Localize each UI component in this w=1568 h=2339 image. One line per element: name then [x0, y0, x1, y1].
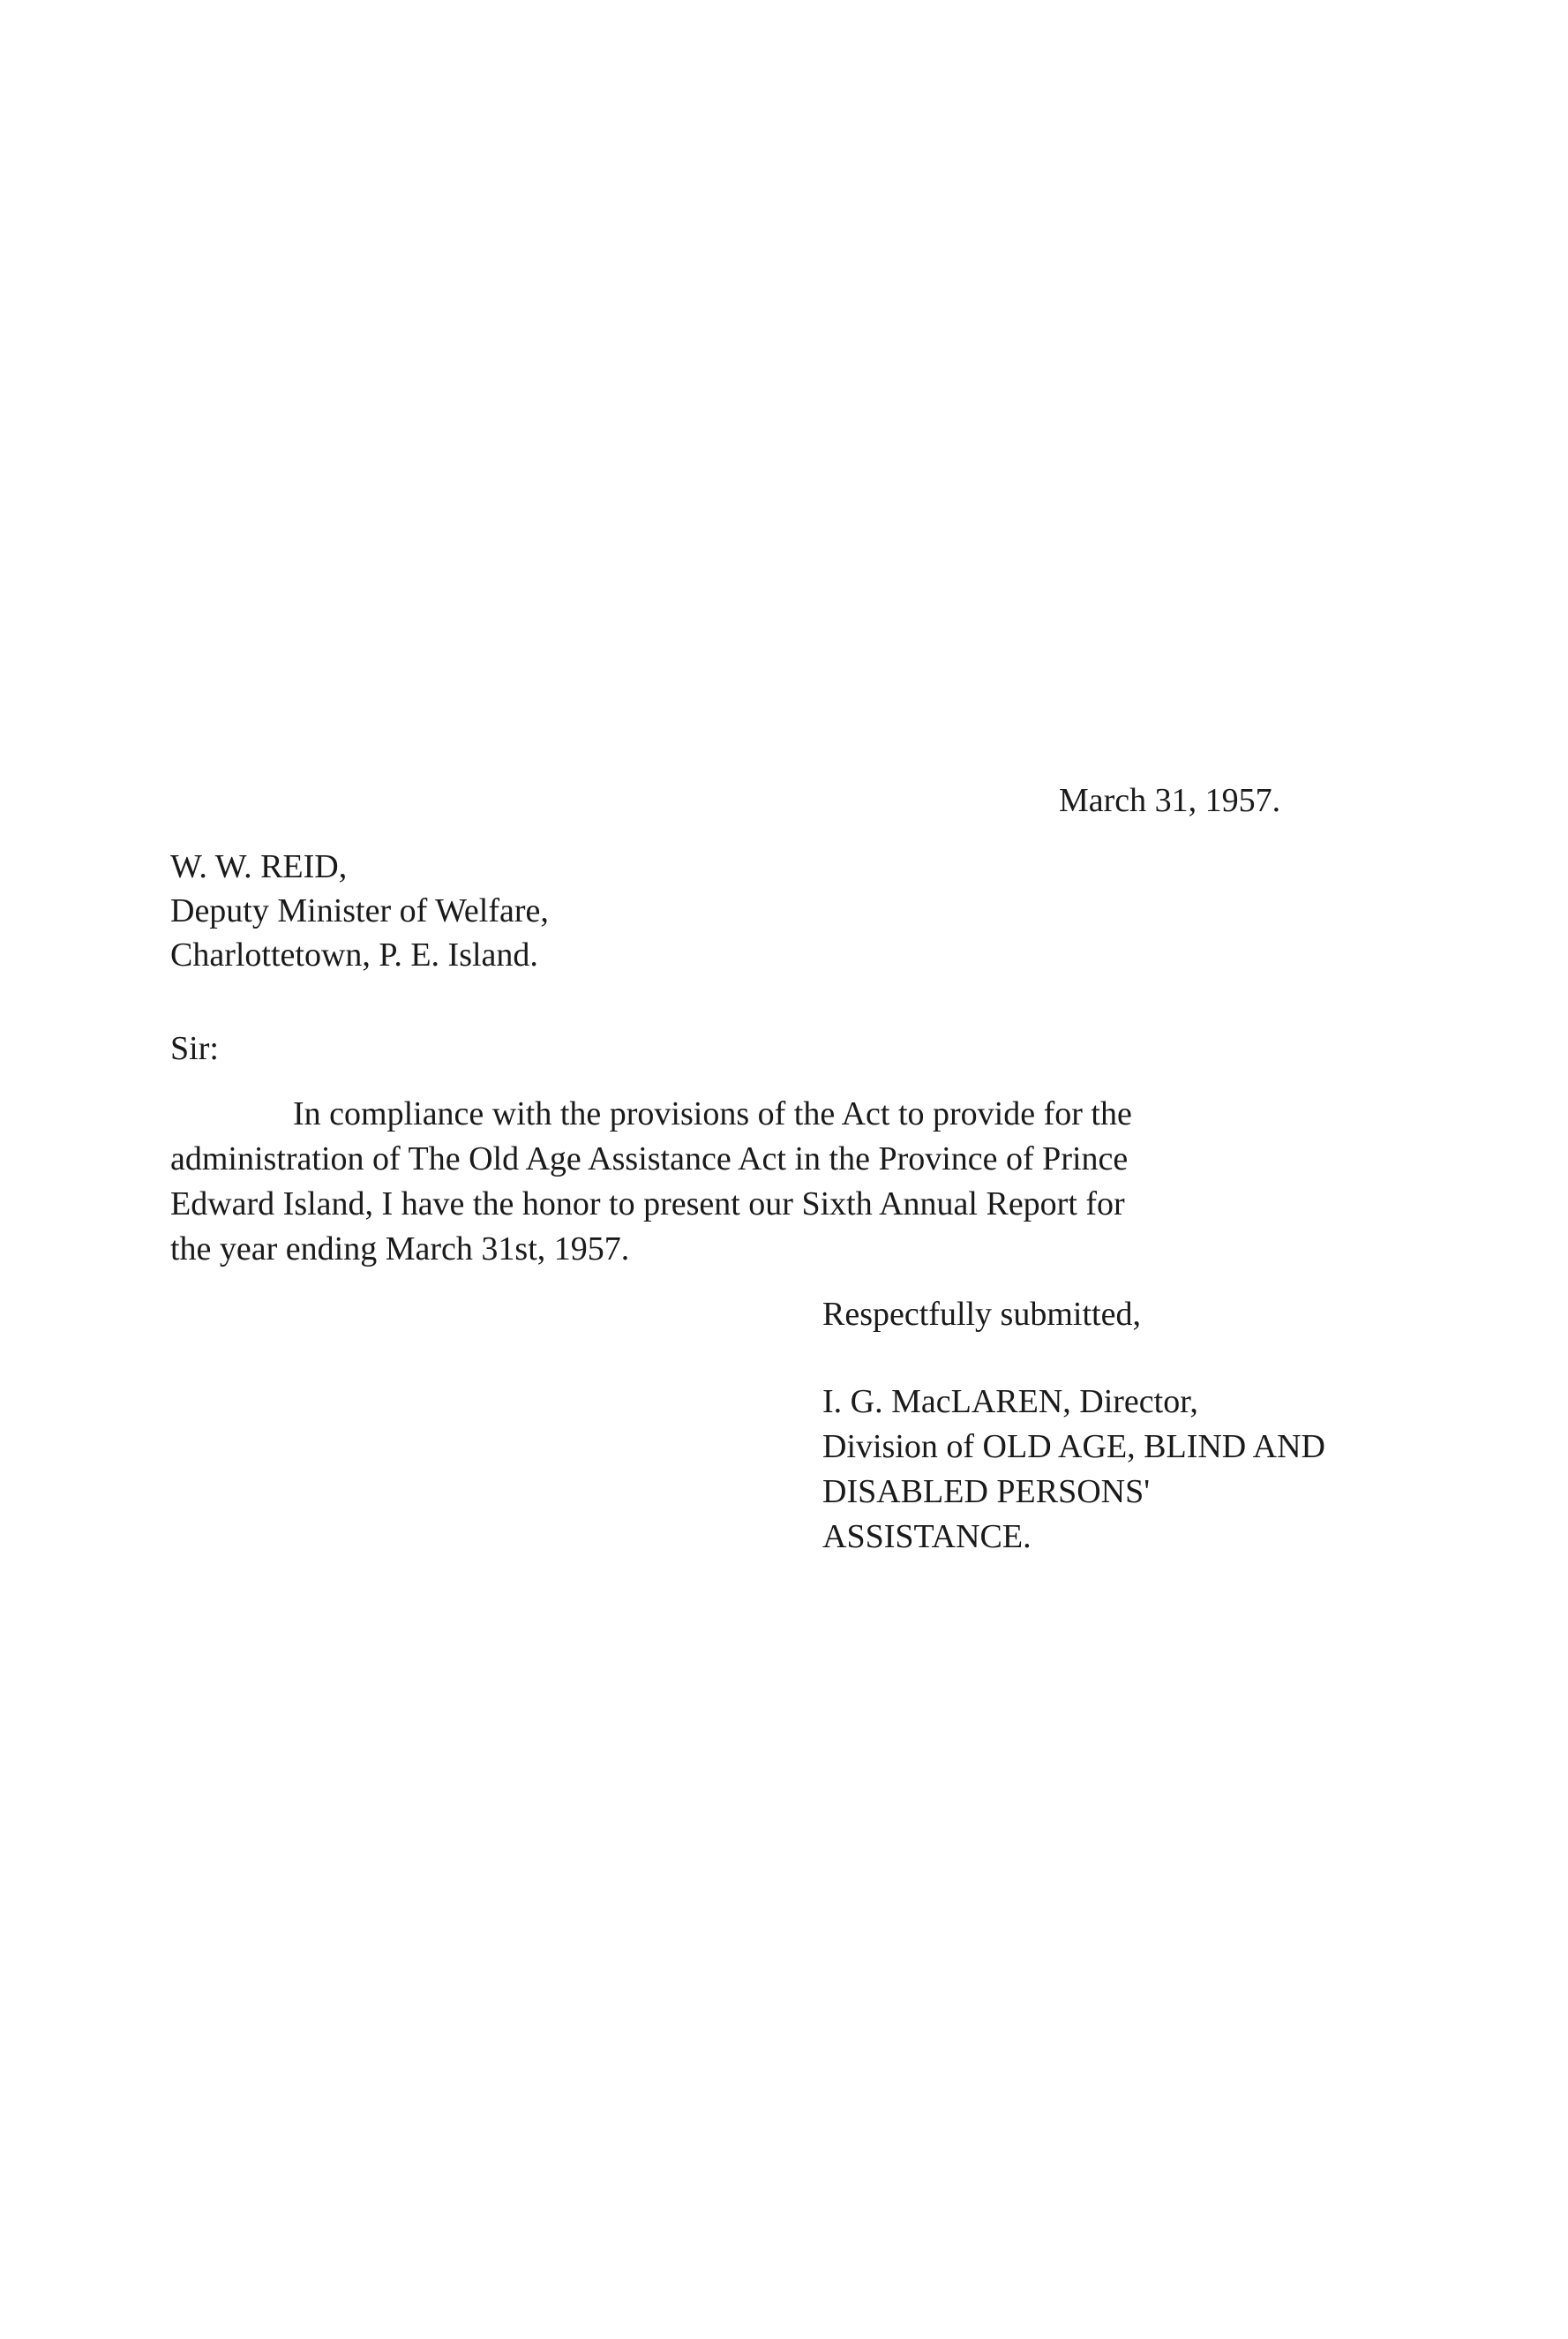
recipient-name: W. W. REID,: [170, 848, 348, 885]
body-line-3: Edward Island, I have the honor to present our Sixth Annual Report for: [170, 1185, 1125, 1222]
signatory-division-end: ASSISTANCE.: [822, 1518, 1032, 1555]
body-line-1: In compliance with the provisions of the Act to provide for the: [293, 1095, 1132, 1132]
signature-block: [822, 1380, 1325, 1560]
recipient-address: [170, 845, 549, 977]
letter-date: March 31, 1957.: [1059, 782, 1281, 819]
signatory-division-cont: DISABLED PERSONS': [822, 1473, 1151, 1510]
recipient-location: Charlottetown, P. E. Island.: [170, 936, 538, 974]
signatory-division: Division of OLD AGE, BLIND AND: [822, 1428, 1325, 1465]
letter-body: [170, 1092, 1132, 1272]
body-line-2: administration of The Old Age Assistance Act in the Province of Prince: [170, 1140, 1129, 1177]
closing: Respectfully submitted,: [822, 1296, 1141, 1333]
signatory-name: I. G. MacLAREN, Director,: [822, 1383, 1198, 1420]
body-line-4: the year ending March 31st, 1957.: [170, 1230, 630, 1267]
salutation: Sir:: [170, 1030, 219, 1067]
recipient-title: Deputy Minister of Welfare,: [170, 892, 549, 929]
